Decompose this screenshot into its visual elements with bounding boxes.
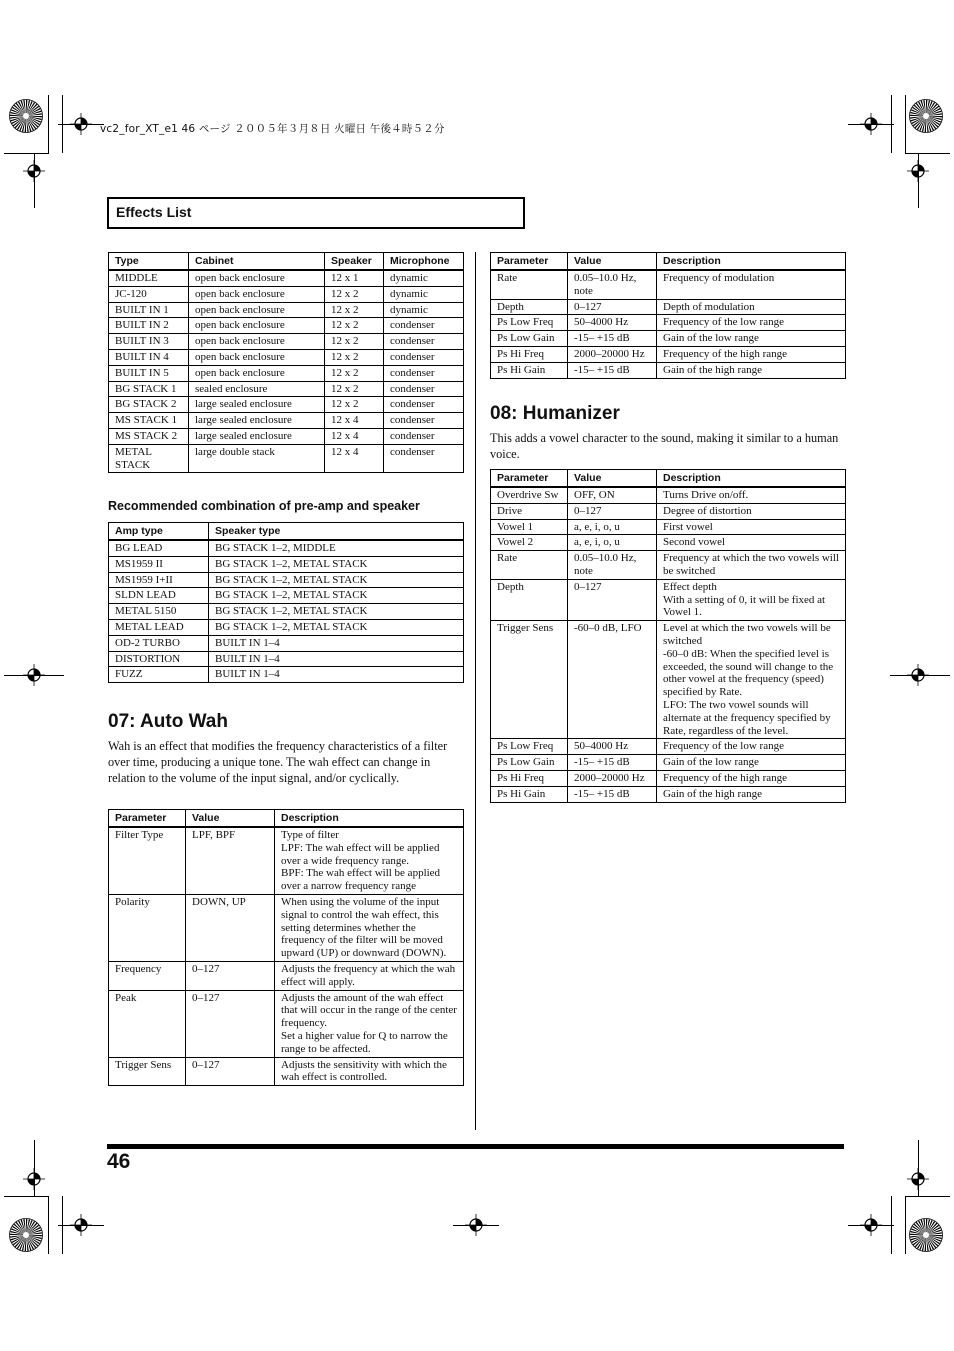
table-row: [491, 579, 846, 620]
table-cell: BG STACK 1–2, METAL STACK: [209, 556, 464, 572]
table-header-row: [491, 470, 846, 488]
table-cell: Vowel 1: [491, 519, 568, 535]
table-cell: Filter Type: [109, 827, 186, 894]
crop-line: [4, 153, 49, 154]
table-cell: 50–4000 Hz: [568, 315, 657, 331]
color-target-icon: [9, 1218, 43, 1252]
section-title: Effects List: [116, 204, 192, 220]
table-cell: Depth of modulation: [657, 299, 846, 315]
table-cell: -15– +15 dB: [568, 755, 657, 771]
table-cell: OD-2 TURBO: [109, 635, 209, 651]
table-cell: Ps Low Gain: [491, 755, 568, 771]
table-cell: -15– +15 dB: [568, 362, 657, 378]
crop-line: [905, 1196, 950, 1197]
table-cell: condenser: [384, 413, 464, 429]
crop-line: [48, 95, 49, 153]
table-row: [491, 346, 846, 362]
table-cell: a, e, i, o, u: [568, 519, 657, 535]
column-header: Value: [568, 253, 657, 271]
crop-line: [48, 1196, 49, 1254]
table-cell: open back enclosure: [189, 365, 325, 381]
table-cell: large sealed enclosure: [189, 397, 325, 413]
crop-line: [4, 675, 64, 676]
table-cell: Frequency at which the two vowels will be switched: [657, 551, 846, 580]
table-cell: Effect depth With a setting of 0, it will be fixed at Vowel 1.: [657, 579, 846, 620]
table-row: [491, 755, 846, 771]
column-header: Description: [657, 470, 846, 488]
table-cell: 12 x 2: [325, 349, 384, 365]
table-row: [109, 961, 464, 990]
table-row: [491, 487, 846, 503]
table-cell: Frequency of the low range: [657, 739, 846, 755]
table-cell: 12 x 2: [325, 334, 384, 350]
column-header: Amp type: [109, 523, 209, 541]
table-cell: dynamic: [384, 302, 464, 318]
column-header: Parameter: [109, 810, 186, 828]
crop-line: [905, 153, 950, 154]
table-cell: BG STACK 1–2, METAL STACK: [209, 588, 464, 604]
column-header: Speaker type: [209, 523, 464, 541]
table-cell: BG STACK 1–2, MIDDLE: [209, 540, 464, 556]
table-row: [109, 894, 464, 961]
column-header: Description: [657, 253, 846, 271]
table-cell: 50–4000 Hz: [568, 739, 657, 755]
table-cell: Second vowel: [657, 535, 846, 551]
table-cell: Adjusts the sensitivity with which the wah effect is controlled.: [275, 1057, 464, 1086]
table-cell: BUILT IN 4: [109, 349, 189, 365]
table-cell: BUILT IN 1: [109, 302, 189, 318]
column-divider: [475, 252, 476, 1130]
speaker-table: [108, 252, 464, 473]
table-cell: BUILT IN 1–4: [209, 667, 464, 683]
table-row: [109, 318, 464, 334]
table-cell: MS1959 I+II: [109, 572, 209, 588]
table-row: [109, 349, 464, 365]
modulation-table: [490, 252, 846, 379]
table-cell: FUZZ: [109, 667, 209, 683]
table-cell: SLDN LEAD: [109, 588, 209, 604]
table-cell: JC-120: [109, 286, 189, 302]
table-header-row: [109, 810, 464, 828]
table-cell: Depth: [491, 299, 568, 315]
table-cell: Trigger Sens: [491, 621, 568, 739]
table-cell: large double stack: [189, 444, 325, 473]
table-row: [109, 572, 464, 588]
table-cell: BG STACK 1–2, METAL STACK: [209, 604, 464, 620]
table-cell: Ps Hi Freq: [491, 770, 568, 786]
table-row: [109, 397, 464, 413]
table-cell: LPF, BPF: [186, 827, 275, 894]
table-cell: Polarity: [109, 894, 186, 961]
table-row: [109, 334, 464, 350]
table-cell: 2000–20000 Hz: [568, 346, 657, 362]
table-row: [109, 365, 464, 381]
crop-line: [453, 1225, 499, 1226]
table-cell: condenser: [384, 397, 464, 413]
table-cell: Gain of the high range: [657, 786, 846, 802]
column-header: Cabinet: [189, 253, 325, 271]
footer-rule: [107, 1144, 844, 1149]
crop-line: [62, 138, 63, 139]
table-row: [491, 503, 846, 519]
table-cell: 12 x 4: [325, 413, 384, 429]
table-cell: METAL 5150: [109, 604, 209, 620]
table-cell: Frequency of the high range: [657, 346, 846, 362]
column-header: Value: [568, 470, 657, 488]
table-cell: sealed enclosure: [189, 381, 325, 397]
registration-mark-icon: [907, 1168, 929, 1190]
table-row: [109, 990, 464, 1057]
registration-mark-icon: [23, 160, 45, 182]
table-cell: Rate: [491, 551, 568, 580]
table-row: [109, 588, 464, 604]
file-info: vc2_for_XT_e1 46 ページ ２００５年３月８日 火曜日 午後４時５２分: [100, 123, 445, 135]
table-cell: 12 x 2: [325, 286, 384, 302]
table-cell: Level at which the two vowels will be switched -60–0 dB: When the specified level is exceeded, the sound will change to the other vowel at the frequency (speed) specified by Rate. LFO: The two vowel sounds will alternate at the frequency specified by Rate, regardless of the level.: [657, 621, 846, 739]
table-row: [109, 286, 464, 302]
table-row: [491, 739, 846, 755]
table-header-row: [109, 523, 464, 541]
table-cell: 12 x 2: [325, 365, 384, 381]
table-cell: DISTORTION: [109, 651, 209, 667]
auto-wah-description: Wah is an effect that modifies the frequency characteristics of a filter over time, producing a unique tone. The wah effect can change in relation to the volume of the input signal, and/or cyclically.: [108, 739, 448, 785]
column-header: Value: [186, 810, 275, 828]
table-cell: Depth: [491, 579, 568, 620]
table-cell: Vowel 2: [491, 535, 568, 551]
column-header: Speaker: [325, 253, 384, 271]
crop-line: [58, 124, 104, 125]
humanizer-description: This adds a vowel character to the sound, making it similar to a human voice.: [490, 431, 839, 461]
table-cell: MS STACK 2: [109, 428, 189, 444]
table-cell: condenser: [384, 365, 464, 381]
table-cell: Ps Low Freq: [491, 315, 568, 331]
auto-wah-table: [108, 809, 464, 1086]
table-cell: dynamic: [384, 270, 464, 286]
table-cell: Ps Hi Freq: [491, 346, 568, 362]
table-cell: BG LEAD: [109, 540, 209, 556]
column-header: Parameter: [491, 470, 568, 488]
table-row: [491, 519, 846, 535]
table-cell: Ps Low Freq: [491, 739, 568, 755]
table-cell: BUILT IN 5: [109, 365, 189, 381]
crop-line: [890, 675, 950, 676]
table-cell: Frequency of the high range: [657, 770, 846, 786]
table-cell: -60–0 dB, LFO: [568, 621, 657, 739]
table-cell: dynamic: [384, 286, 464, 302]
table-row: [109, 667, 464, 683]
table-row: [109, 413, 464, 429]
table-cell: 12 x 2: [325, 318, 384, 334]
color-target-icon: [909, 99, 943, 133]
table-cell: Gain of the high range: [657, 362, 846, 378]
table-cell: open back enclosure: [189, 302, 325, 318]
table-row: [491, 362, 846, 378]
crop-line: [4, 1196, 49, 1197]
table-cell: condenser: [384, 349, 464, 365]
table-cell: condenser: [384, 444, 464, 473]
table-row: [491, 270, 846, 299]
table-cell: 12 x 4: [325, 444, 384, 473]
table-cell: Ps Low Gain: [491, 331, 568, 347]
table-cell: -15– +15 dB: [568, 331, 657, 347]
table-cell: 0.05–10.0 Hz, note: [568, 551, 657, 580]
table-cell: Adjusts the frequency at which the wah effect will apply.: [275, 961, 464, 990]
table-cell: 0–127: [568, 503, 657, 519]
table-row: [109, 428, 464, 444]
table-cell: BUILT IN 3: [109, 334, 189, 350]
table-row: [109, 444, 464, 473]
table-cell: 0–127: [568, 579, 657, 620]
table-cell: large sealed enclosure: [189, 413, 325, 429]
table-cell: Rate: [491, 270, 568, 299]
table-cell: MS1959 II: [109, 556, 209, 572]
column-header: Parameter: [491, 253, 568, 271]
column-header: Type: [109, 253, 189, 271]
table-cell: METAL LEAD: [109, 619, 209, 635]
table-cell: 0.05–10.0 Hz, note: [568, 270, 657, 299]
table-row: [491, 770, 846, 786]
humanizer-table: [490, 469, 846, 803]
column-header: Description: [275, 810, 464, 828]
table-cell: BG STACK 1: [109, 381, 189, 397]
table-cell: Gain of the low range: [657, 755, 846, 771]
table-cell: 12 x 1: [325, 270, 384, 286]
table-cell: open back enclosure: [189, 349, 325, 365]
table-row: [491, 786, 846, 802]
table-cell: DOWN, UP: [186, 894, 275, 961]
table-cell: BUILT IN 1–4: [209, 651, 464, 667]
page-number: 46: [107, 1150, 131, 1173]
table-cell: 12 x 2: [325, 302, 384, 318]
crop-line: [905, 95, 906, 153]
table-cell: a, e, i, o, u: [568, 535, 657, 551]
table-cell: Gain of the low range: [657, 331, 846, 347]
table-cell: MIDDLE: [109, 270, 189, 286]
table-cell: First vowel: [657, 519, 846, 535]
table-row: [109, 635, 464, 651]
column-header: Microphone: [384, 253, 464, 271]
table-cell: Frequency of modulation: [657, 270, 846, 299]
table-row: [491, 551, 846, 580]
table-row: [491, 315, 846, 331]
table-cell: open back enclosure: [189, 334, 325, 350]
table-cell: BG STACK 1–2, METAL STACK: [209, 619, 464, 635]
table-row: [109, 381, 464, 397]
table-cell: 12 x 4: [325, 428, 384, 444]
table-cell: condenser: [384, 381, 464, 397]
table-row: [109, 302, 464, 318]
table-cell: Overdrive Sw: [491, 487, 568, 503]
color-target-icon: [909, 1218, 943, 1252]
table-cell: open back enclosure: [189, 270, 325, 286]
table-row: [109, 651, 464, 667]
table-cell: Frequency: [109, 961, 186, 990]
table-cell: Adjusts the amount of the wah effect that will occur in the range of the center frequency. Set a higher value for Q to narrow the range to be affected.: [275, 990, 464, 1057]
table-cell: 2000–20000 Hz: [568, 770, 657, 786]
humanizer-title: 08: Humanizer: [490, 403, 620, 424]
table-row: [491, 299, 846, 315]
table-cell: -15– +15 dB: [568, 786, 657, 802]
table-cell: 0–127: [568, 299, 657, 315]
table-cell: MS STACK 1: [109, 413, 189, 429]
table-cell: BG STACK 2: [109, 397, 189, 413]
table-row: [109, 827, 464, 894]
table-cell: OFF, ON: [568, 487, 657, 503]
table-cell: BG STACK 1–2, METAL STACK: [209, 572, 464, 588]
table-cell: Type of filter LPF: The wah effect will be applied over a wide frequency range. BPF: The wah effect will be applied over a narrow frequency range: [275, 827, 464, 894]
registration-mark-icon: [907, 160, 929, 182]
table-cell: BUILT IN 2: [109, 318, 189, 334]
table-row: [109, 270, 464, 286]
recommended-table: [108, 522, 464, 683]
table-cell: condenser: [384, 318, 464, 334]
table-cell: Ps Hi Gain: [491, 786, 568, 802]
table-cell: large sealed enclosure: [189, 428, 325, 444]
auto-wah-title: 07: Auto Wah: [108, 711, 228, 732]
recommended-heading: Recommended combination of pre-amp and speaker: [108, 499, 420, 513]
crop-line: [848, 1225, 894, 1226]
table-cell: Trigger Sens: [109, 1057, 186, 1086]
table-cell: Ps Hi Gain: [491, 362, 568, 378]
color-target-icon: [9, 99, 43, 133]
table-cell: Peak: [109, 990, 186, 1057]
table-cell: open back enclosure: [189, 318, 325, 334]
table-cell: Degree of distortion: [657, 503, 846, 519]
table-cell: 0–127: [186, 990, 275, 1057]
crop-line: [905, 1196, 906, 1254]
table-row: [109, 540, 464, 556]
crop-line: [848, 124, 894, 125]
table-cell: METAL STACK: [109, 444, 189, 473]
table-cell: BUILT IN 1–4: [209, 635, 464, 651]
table-row: [491, 535, 846, 551]
table-cell: Turns Drive on/off.: [657, 487, 846, 503]
table-cell: 12 x 2: [325, 381, 384, 397]
table-header-row: [491, 253, 846, 271]
table-cell: open back enclosure: [189, 286, 325, 302]
table-cell: condenser: [384, 334, 464, 350]
table-cell: When using the volume of the input signal to control the wah effect, this setting determines whether the frequency of the filter will be moved upward (UP) or downward (DOWN).: [275, 894, 464, 961]
table-cell: condenser: [384, 428, 464, 444]
table-cell: Drive: [491, 503, 568, 519]
table-row: [491, 331, 846, 347]
table-cell: 12 x 2: [325, 397, 384, 413]
table-row: [109, 619, 464, 635]
crop-line: [58, 1225, 104, 1226]
registration-mark-icon: [23, 1168, 45, 1190]
table-row: [109, 604, 464, 620]
table-row: [491, 621, 846, 739]
table-cell: 0–127: [186, 961, 275, 990]
table-cell: 0–127: [186, 1057, 275, 1086]
table-cell: Frequency of the low range: [657, 315, 846, 331]
table-row: [109, 1057, 464, 1086]
table-row: [109, 556, 464, 572]
table-header-row: [109, 253, 464, 271]
